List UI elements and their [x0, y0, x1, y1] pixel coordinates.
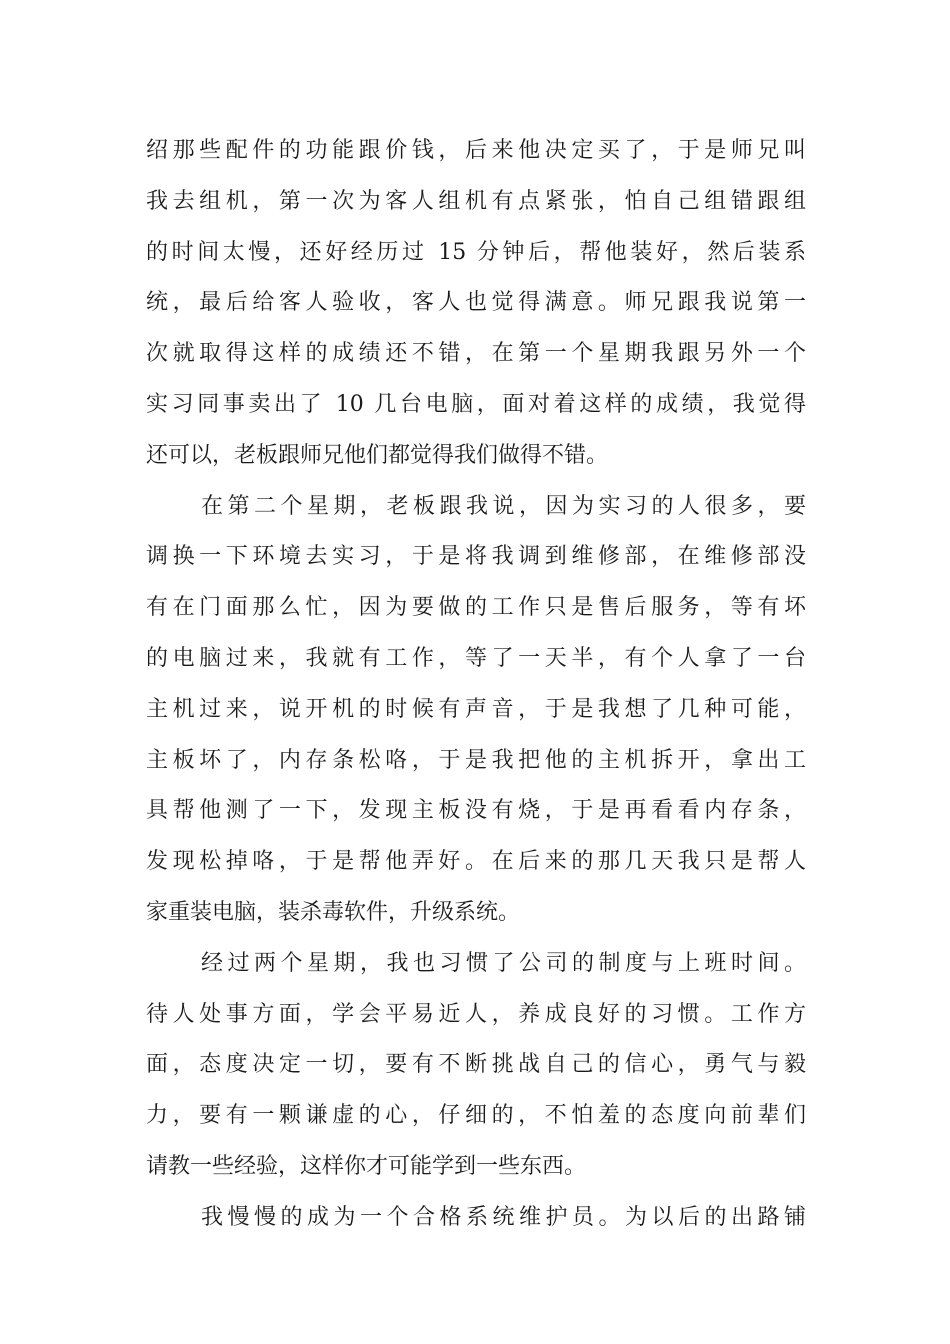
paragraph-2-line-7: 具帮他测了一下，发现主板没有烧，于是再看看内存条， [146, 798, 806, 824]
paragraph-3-line-3: 面，态度决定一切，要有不断挑战自己的信心，勇气与毅 [146, 1052, 806, 1078]
paragraph-2-line-3: 有在门面那么忙，因为要做的工作只是售后服务，等有坏 [146, 595, 806, 621]
paragraph-2-line-2: 调换一下环境去实习，于是将我调到维修部，在维修部没 [146, 544, 806, 570]
paragraph-4-line-1: 我慢慢的成为一个合格系统维护员。为以后的出路铺 [201, 1204, 806, 1230]
paragraph-1-line-7: 还可以，老板跟师兄他们都觉得我们做得不错。 [146, 442, 609, 468]
paragraph-3-line-4: 力，要有一颗谦虚的心，仔细的，不怕羞的态度向前辈们 [146, 1103, 806, 1129]
paragraph-1-line-6: 实习同事卖出了 10 几台电脑，面对着这样的成绩，我觉得 [146, 391, 806, 417]
paragraph-2-line-1: 在第二个星期，老板跟我说，因为实习的人很多，要 [201, 493, 806, 519]
paragraph-2-line-4: 的电脑过来，我就有工作，等了一天半，有个人拿了一台 [146, 645, 806, 671]
paragraph-2-line-8: 发现松掉咯，于是帮他弄好。在后来的那几天我只是帮人 [146, 849, 806, 875]
paragraph-3-line-1: 经过两个星期，我也习惯了公司的制度与上班时间。 [201, 950, 806, 976]
paragraph-1-line-2: 我去组机，第一次为客人组机有点紧张，怕自己组错跟组 [146, 188, 806, 214]
paragraph-2-line-6: 主板坏了，内存条松咯，于是我把他的主机拆开，拿出工 [146, 747, 806, 773]
paragraph-2-line-5: 主机过来，说开机的时候有声音，于是我想了几种可能， [146, 696, 806, 722]
paragraph-1-line-5: 次就取得这样的成绩还不错，在第一个星期我跟另外一个 [146, 341, 806, 367]
paragraph-1-line-3: 的时间太慢，还好经历过 15 分钟后，帮他装好，然后装系 [146, 239, 806, 265]
paragraph-1-line-4: 统，最后给客人验收，客人也觉得满意。师兄跟我说第一 [146, 290, 806, 316]
paragraph-3-line-2: 待人处事方面，学会平易近人，养成良好的习惯。工作方 [146, 1001, 806, 1027]
body-text [146, 126, 806, 1244]
paragraph-1-line-1: 绍那些配件的功能跟价钱，后来他决定买了，于是师兄叫 [146, 138, 806, 163]
paragraph-2-line-9: 家重装电脑，装杀毒软件，升级系统。 [146, 899, 521, 925]
paragraph-3-line-5: 请教一些经验，这样你才可能学到一些东西。 [146, 1153, 587, 1179]
